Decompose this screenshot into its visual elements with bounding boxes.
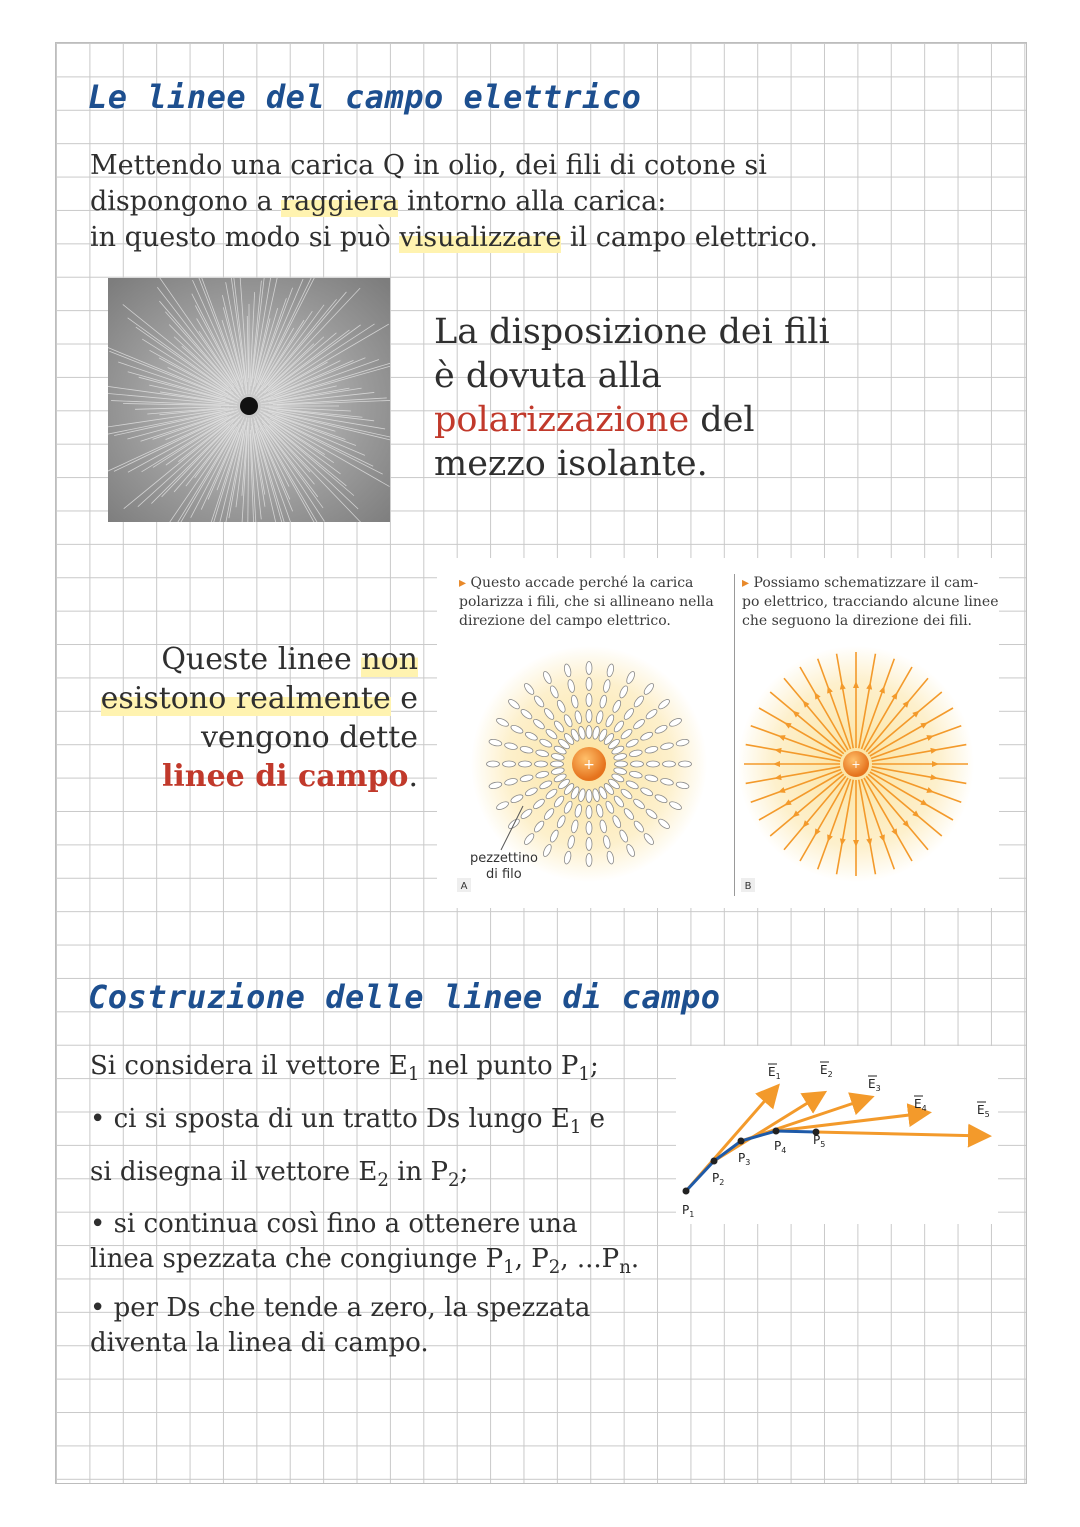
caption-b: ▸ Possiamo schematizzare il cam- po elettrico, tracciando alcune linee che seguono la direzione dei fili. — [742, 575, 999, 629]
intro-line-2: dispongono a raggiera intorno alla carica: — [90, 186, 667, 217]
intro-line-1: Mettendo una carica Q in olio, dei fili di cotone si — [90, 150, 767, 181]
constr-line-6: • per Ds che tende a zero, la spezzata — [90, 1292, 591, 1323]
polar-line-4: mezzo isolante. — [434, 444, 708, 484]
side-line-4: linee di campo. — [161, 759, 418, 794]
section-title-costruzione: Costruzione delle linee di campo — [88, 978, 721, 1016]
constr-line-5: linea spezzata che congiunge $P_1$, $P_2$, $...P_n$. — [90, 1243, 640, 1278]
label-b: B — [744, 881, 752, 892]
label-e1: $E_1$ — [768, 1065, 781, 1081]
svg-text:+: + — [851, 758, 861, 771]
field-line-polyline — [686, 1131, 816, 1191]
polarization-text — [434, 310, 830, 486]
callout-line-1: pezzettino — [470, 851, 538, 866]
vector-construction-figure — [676, 1046, 998, 1224]
constr-line-7: diventa la linea di campo. — [90, 1327, 429, 1358]
constr-line-1: Si considera il vettore $E_1$ nel punto $P_1$; — [90, 1051, 599, 1086]
label-p3: $P_3$ — [738, 1151, 751, 1167]
constr-line-3: si disegna il vettore $E_2$ in $P_2$; — [90, 1157, 469, 1192]
label-p4: $P_4$ — [774, 1139, 787, 1155]
side-line-1: Queste linee non — [161, 642, 418, 677]
label-p5: $P_5$ — [813, 1133, 826, 1149]
highlight-raggiera: raggiera — [281, 186, 399, 217]
svg-text:+: + — [583, 757, 595, 773]
threads-radial-pattern — [108, 278, 390, 522]
polar-line-1: La disposizione dei fili — [434, 312, 830, 352]
point-p4 — [773, 1128, 780, 1135]
point-p2 — [711, 1158, 718, 1165]
polar-line-3: polarizzazione del — [434, 400, 755, 440]
construction-paragraph — [90, 1044, 640, 1358]
label-e4: $E_4$ — [914, 1097, 927, 1113]
highlight-esistono: esistono realmente — [100, 681, 391, 716]
intro-paragraph — [90, 148, 818, 256]
highlight-non: non — [361, 642, 418, 677]
vector-e5 — [816, 1132, 986, 1136]
label-p2: $P_2$ — [712, 1171, 725, 1187]
label-e3: $E_3$ — [868, 1077, 881, 1093]
polar-line-2: è dovuta alla — [434, 356, 662, 396]
constr-line-2: • ci si sposta di un tratto Ds lungo $E_1$ e — [90, 1104, 606, 1139]
linee-di-campo-term: linee di campo — [161, 759, 409, 794]
label-p1: $P_1$ — [682, 1203, 695, 1219]
label-a: A — [460, 881, 468, 892]
caption-a: ▸ Questo accade perché la carica polarizza i fili, che si allineano nella direzione del campo elettrico. — [459, 575, 714, 629]
point-p3 — [738, 1138, 745, 1145]
highlight-visualizzare: visualizzare — [399, 222, 562, 253]
photo-threads-in-oil — [108, 278, 390, 522]
vector-construction-svg — [676, 1046, 998, 1224]
polarizzazione-term: polarizzazione — [434, 400, 690, 440]
point-p1 — [683, 1188, 690, 1195]
section-title-linee: Le linee del campo elettrico — [88, 78, 642, 116]
constr-line-4: • si continua così fino a ottenere una — [90, 1208, 578, 1239]
label-e5: $E_5$ — [977, 1103, 990, 1119]
side-line-3: vengono dette — [200, 720, 418, 755]
figure-b-field-lines — [735, 628, 999, 903]
intro-line-3: in questo modo si può visualizzare il campo elettrico. — [90, 222, 819, 253]
label-e2: $E_2$ — [820, 1063, 833, 1079]
side-line-2: esistono realmente e — [100, 681, 418, 716]
callout-line-2: di filo — [486, 867, 522, 882]
field-lines-note — [101, 640, 418, 796]
figure-a-polarized-threads — [437, 628, 733, 903]
textbook-figure — [437, 558, 999, 908]
